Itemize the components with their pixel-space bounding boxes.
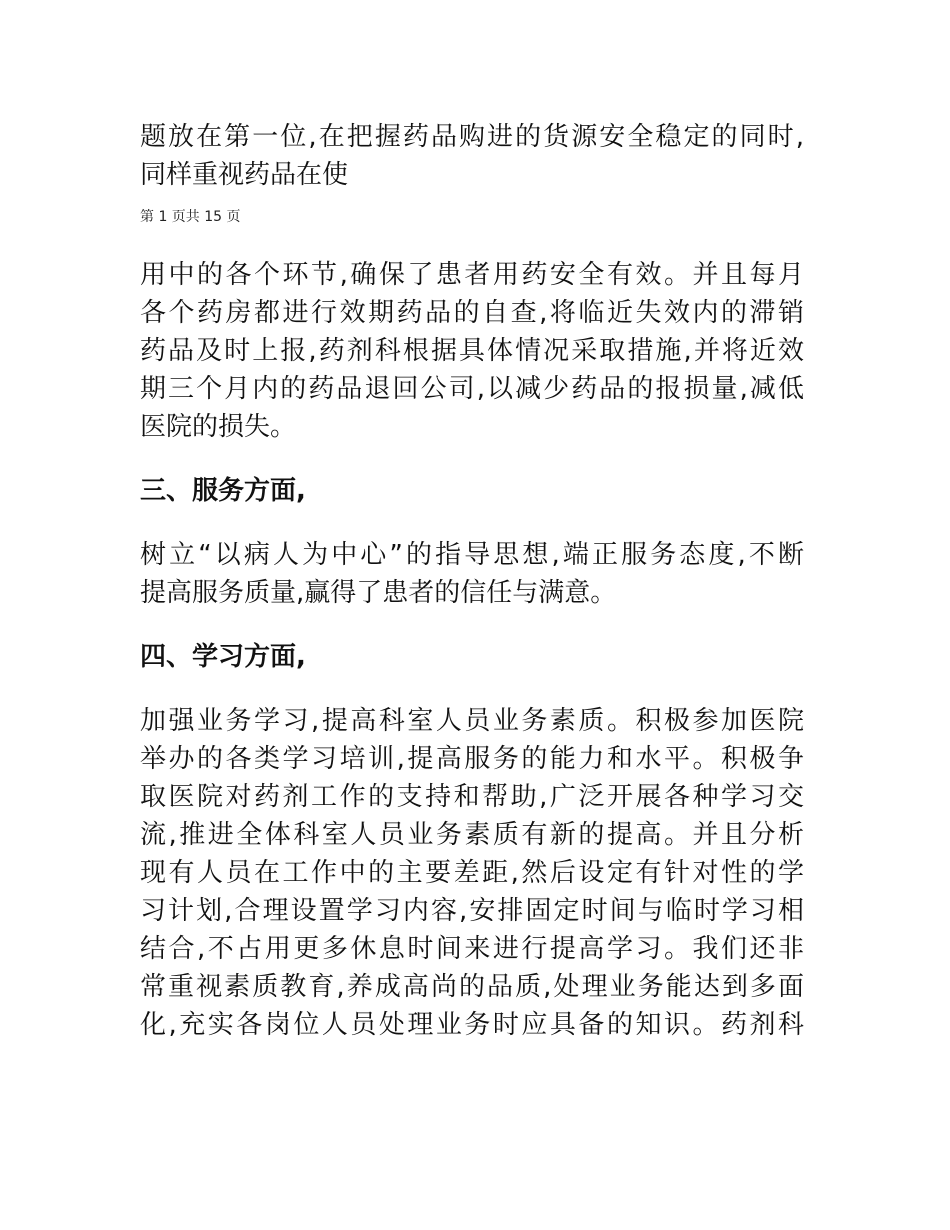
text-line: 用中的各个环节,确保了患者用药安全有效。并且每月	[140, 260, 804, 290]
text-line: 药品及时上报,药剂科根据具体情况采取措施,并将近效	[140, 336, 804, 366]
section-heading-service: 三、服务方面,	[140, 476, 306, 506]
paragraph-medication-safety	[140, 256, 804, 446]
text-line: 树立“以病人为中心”的指导思想,端正服务态度,不断	[140, 540, 804, 570]
document-page	[140, 118, 804, 1044]
text-line: 习计划,合理设置学习内容,安排固定时间与临时学习相	[140, 896, 804, 926]
text-line: 取医院对药剂工作的支持和帮助,广泛开展各种学习交	[140, 782, 804, 812]
text-line: 同样重视药品在使	[140, 160, 349, 190]
text-line: 医院的损失。	[140, 412, 297, 442]
text-line: 流,推进全体科室人员业务素质有新的提高。并且分析	[140, 820, 804, 850]
text-line: 常重视素质教育,养成高尚的品质,处理业务能达到多面	[140, 972, 804, 1002]
text-line: 化,充实各岗位人员处理业务时应具备的知识。药剂科	[140, 1010, 804, 1040]
paragraph-service	[140, 536, 804, 612]
text-line: 题放在第一位,在把握药品购进的货源安全稳定的同时,	[140, 122, 804, 152]
text-line: 各个药房都进行效期药品的自查,将临近失效内的滞销	[140, 298, 804, 328]
text-line: 提高服务质量,赢得了患者的信任与满意。	[140, 578, 617, 608]
page-indicator: 第 1 页共 15 页	[140, 209, 241, 225]
text-line: 现有人员在工作中的主要差距,然后设定有针对性的学	[140, 858, 804, 888]
paragraph-learning	[140, 702, 804, 1044]
text-line: 举办的各类学习培训,提高服务的能力和水平。积极争	[140, 744, 804, 774]
paragraph-continuation	[140, 118, 804, 194]
text-line: 加强业务学习,提高科室人员业务素质。积极参加医院	[140, 706, 804, 736]
text-line: 期三个月内的药品退回公司,以减少药品的报损量,减低	[140, 374, 804, 404]
section-heading-learning: 四、学习方面,	[140, 642, 306, 672]
text-line: 结合,不占用更多休息时间来进行提高学习。我们还非	[140, 934, 804, 964]
